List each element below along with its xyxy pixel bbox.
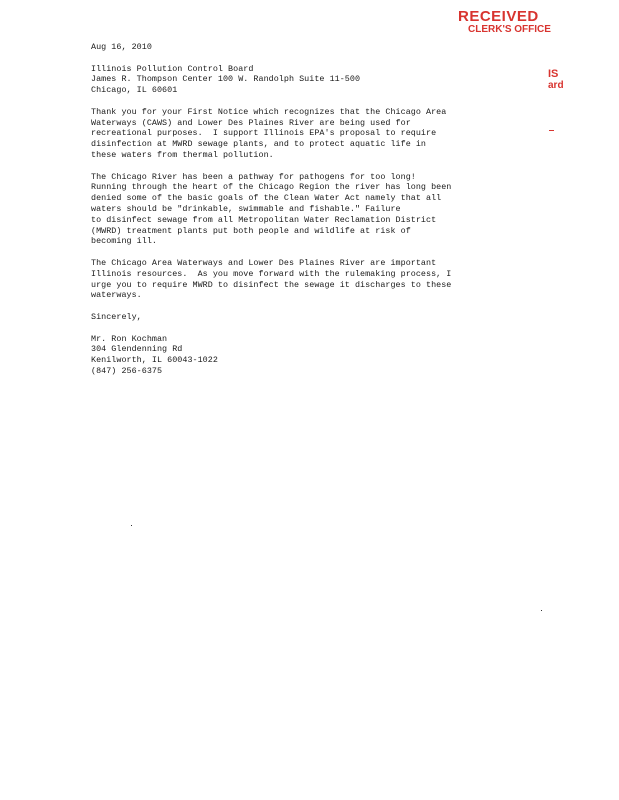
paragraph-line: (MWRD) treatment plants put both people and wildlife at risk of bbox=[91, 225, 411, 236]
signature-line: Kenilworth, IL 60043-1022 bbox=[91, 355, 218, 366]
paragraph-2 bbox=[91, 172, 491, 248]
stamp-received-text: RECEIVED bbox=[458, 8, 539, 25]
signature-line: Mr. Ron Kochman bbox=[91, 333, 168, 344]
paragraph-line: to disinfect sewage from all Metropolitan Water Reclamation District bbox=[91, 214, 437, 225]
paragraph-line: Thank you for your First Notice which recognizes that the Chicago Area bbox=[91, 106, 447, 117]
paragraph-line: becoming ill. bbox=[91, 236, 157, 247]
signature-line: 304 Glendenning Rd bbox=[91, 344, 183, 355]
paragraph-line: The Chicago Area Waterways and Lower Des Plaines River are important bbox=[91, 257, 437, 268]
received-stamp bbox=[458, 9, 568, 35]
recipient-line: Illinois Pollution Control Board bbox=[91, 63, 254, 74]
paragraph-line: waterways. bbox=[91, 290, 142, 301]
edge-stamp-fragment bbox=[548, 68, 570, 131]
signature-block bbox=[91, 334, 491, 377]
recipient-address bbox=[91, 64, 491, 96]
scan-speck bbox=[541, 610, 542, 611]
recipient-line: James R. Thompson Center 100 W. Randolph Suite 11-500 bbox=[91, 74, 361, 85]
paragraph-line: these waters from thermal pollution. bbox=[91, 149, 274, 160]
recipient-line: Chicago, IL 60601 bbox=[91, 85, 178, 96]
paragraph-line: Running through the heart of the Chicago Region the river has long been bbox=[91, 182, 452, 193]
paragraph-line: waters should be "drinkable, swimmable and fishable." Failure bbox=[91, 203, 401, 214]
stamp-clerks-office-text: CLERK'S OFFICE bbox=[468, 24, 551, 35]
stamp-mark bbox=[549, 130, 554, 131]
letter-body bbox=[91, 42, 491, 377]
scan-speck bbox=[131, 525, 132, 526]
paragraph-line: Waterways (CAWS) and Lower Des Plaines River are being used for bbox=[91, 117, 411, 128]
paragraph-3 bbox=[91, 258, 491, 301]
paragraph-line: urge you to require MWRD to disinfect the sewage it discharges to these bbox=[91, 279, 452, 290]
paragraph-line: disinfection at MWRD sewage plants, and to protect aquatic life in bbox=[91, 139, 427, 150]
edge-stamp-line-1: IS bbox=[548, 68, 559, 80]
paragraph-line: denied some of the basic goals of the Clean Water Act namely that all bbox=[91, 193, 442, 204]
paragraph-line: The Chicago River has been a pathway for pathogens for too long! bbox=[91, 171, 416, 182]
paragraph-line: Illinois resources. As you move forward with the rulemaking process, I bbox=[91, 268, 452, 279]
signature-line: (847) 256-6375 bbox=[91, 365, 163, 376]
edge-stamp-line-2: ard bbox=[548, 80, 564, 91]
paragraph-1 bbox=[91, 107, 491, 161]
paragraph-line: recreational purposes. I support Illinois EPA's proposal to require bbox=[91, 128, 437, 139]
letter-date: Aug 16, 2010 bbox=[91, 42, 152, 52]
closing: Sincerely, bbox=[91, 311, 142, 322]
